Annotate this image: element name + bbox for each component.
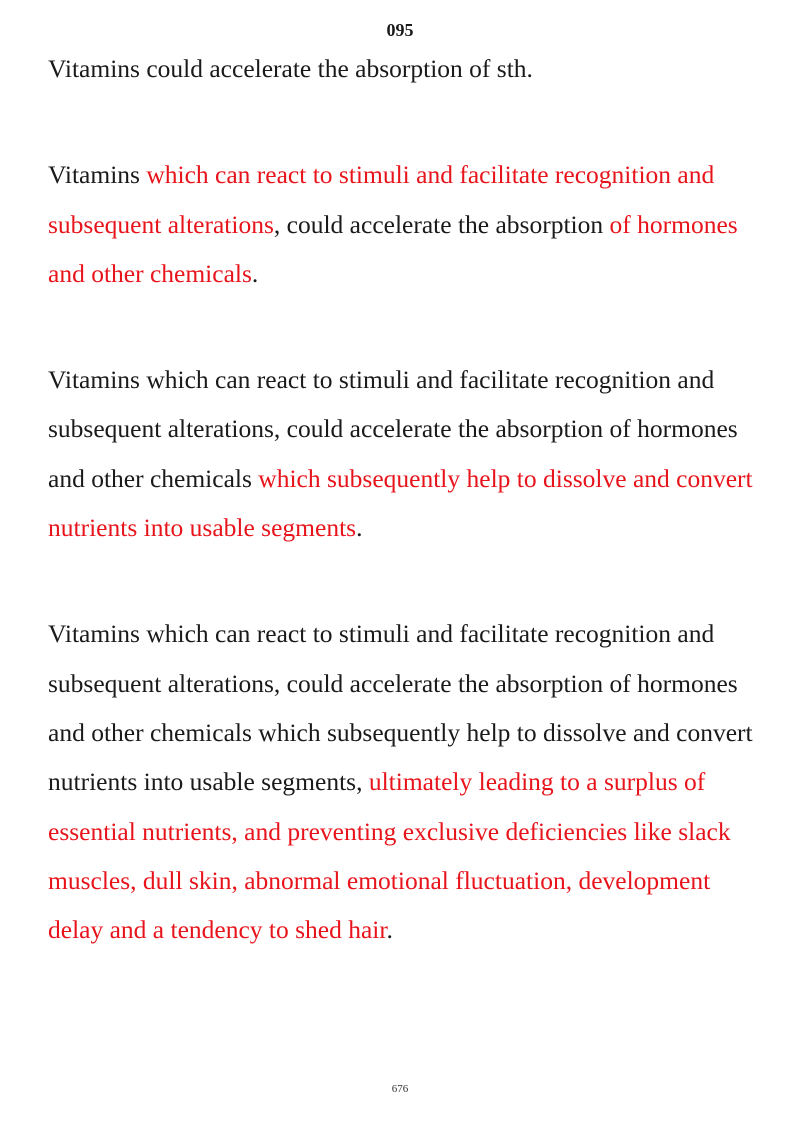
paragraph-2: [48, 150, 760, 298]
paragraph-3: [48, 355, 760, 552]
document-body: [48, 44, 760, 954]
paragraph-text: Vitamins: [48, 160, 147, 190]
highlighted-text: of hormones and other chemicals: [48, 209, 738, 288]
paragraph-text: Vitamins which can react to stimuli and facilitate recognition and subsequent alterations, could accelerate the absorption of hormones and other chemicals: [48, 365, 738, 493]
paragraph-text: .: [386, 915, 393, 945]
paragraph-text: .: [356, 513, 363, 543]
highlighted-text: which subsequently help to dissolve and convert nutrients into usable segments: [48, 463, 753, 543]
paragraph-4: [48, 609, 760, 954]
paragraph-1: [48, 44, 760, 93]
page-number: 676: [391, 1083, 409, 1095]
highlighted-text: which can react to stimuli and facilitate recognition and subsequent alterations: [48, 160, 715, 239]
paragraph-text: Vitamins could accelerate the absorption of sth.: [48, 54, 533, 83]
paragraph-text: Vitamins which can react to stimuli and facilitate recognition and subsequent alterations, could accelerate the absorption of hormones and other chemicals which subsequently help to dissolve and convert nutrients into usable segments,: [48, 619, 753, 797]
section-number: 095: [386, 20, 414, 40]
paragraph-text: .: [251, 258, 259, 288]
paragraph-text: , could accelerate the absorption: [273, 209, 610, 239]
highlighted-text: ultimately leading to a surplus of essential nutrients, and preventing exclusive deficiencies like slack muscles, dull skin, abnormal emotional fluctuation, development delay and a tendency to shed hair: [48, 767, 731, 945]
